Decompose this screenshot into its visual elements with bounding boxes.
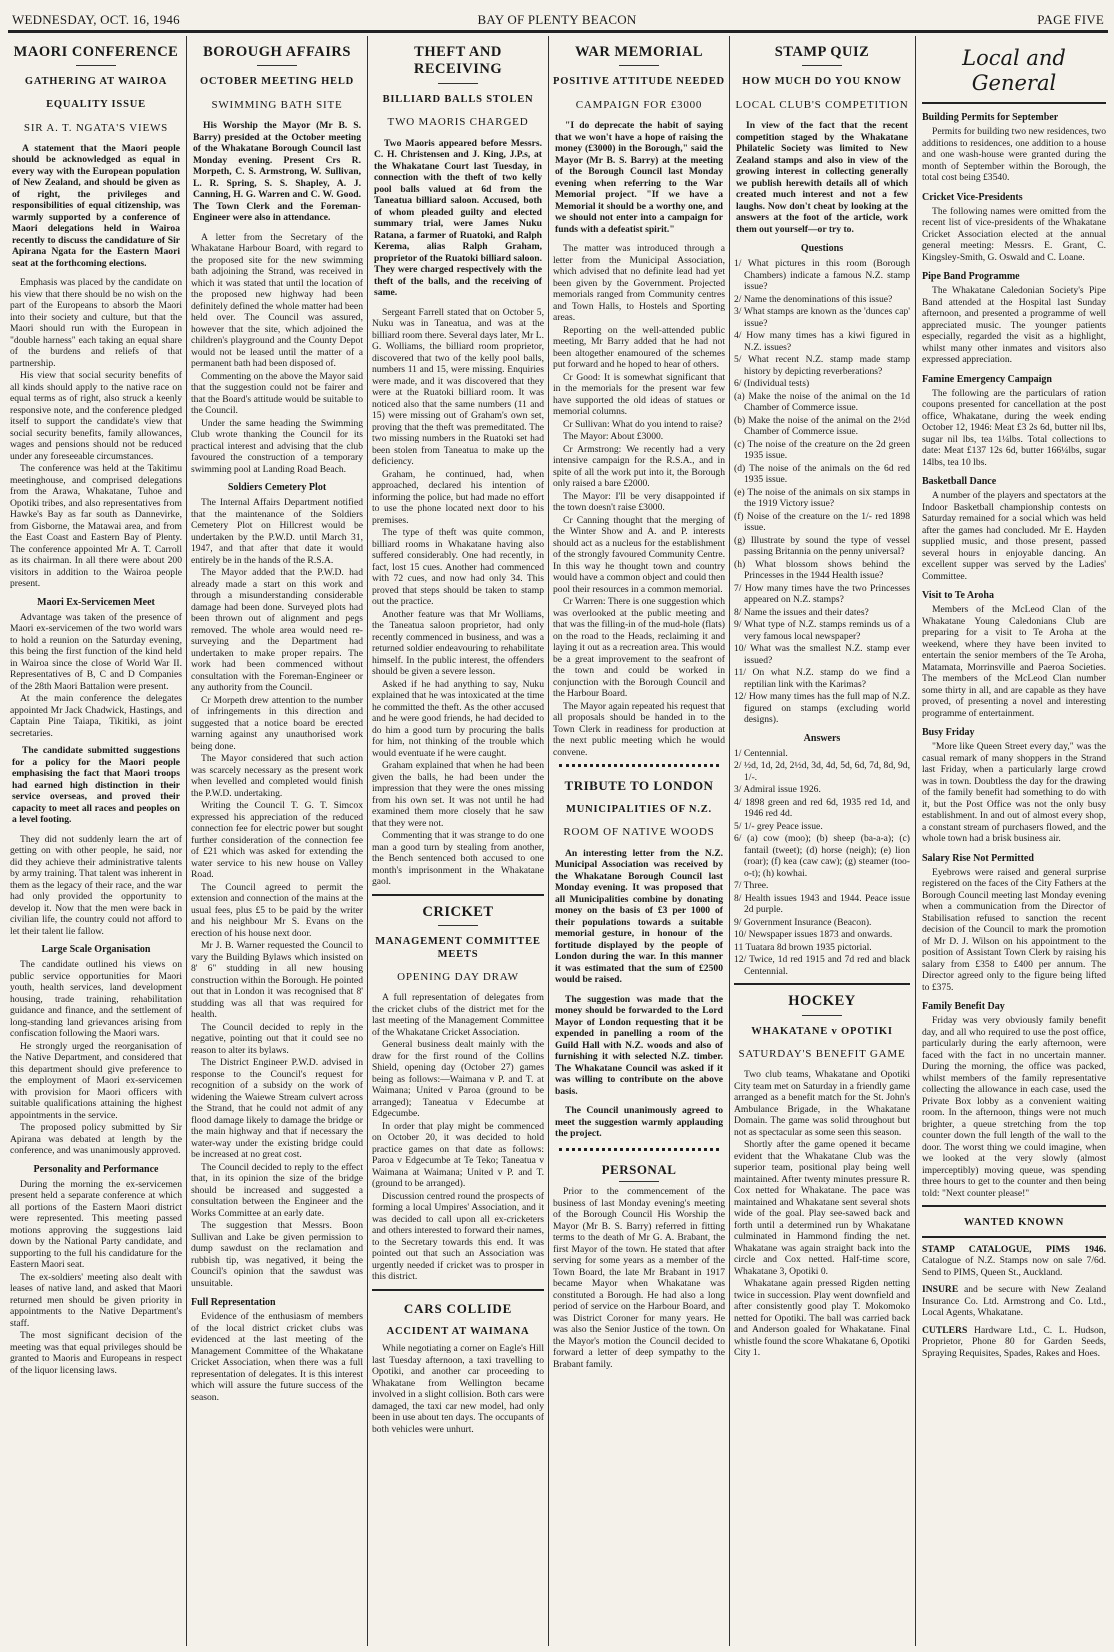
quiz-question: 4/ How many times has a kiwi figured in N.Z. issues?	[734, 330, 910, 353]
header-rule	[8, 30, 1108, 33]
divider	[619, 1181, 659, 1182]
paragraph: Graham explained that when he had been given the balls, he had been under the impression that they were the ones missing from his own set. It was not until he had examined them more closely that he saw that they were not.	[372, 760, 544, 829]
article-title: HOCKEY	[788, 993, 856, 1010]
article-subhead: CAMPAIGN FOR £3000	[575, 98, 703, 111]
divider	[372, 1289, 544, 1291]
section-heading: Salary Rise Not Permitted	[922, 852, 1034, 864]
article-title: THEFT AND RECEIVING	[413, 44, 503, 78]
quiz-question: 12/ How many times has the full map of N.Z. figured on stamps (excluding world designs).	[734, 691, 910, 726]
article-lead: In view of the fact that the recent competition staged by the Whakatane Philatelic Society was limited to New Zealand stamps and also in view of the growing interest in collecting generally we publish herewith details all of which created much interest and not a few laughs. Now don't cheat by looking at the answers at the foot of the article, work them out yourself—or try to.	[736, 120, 908, 235]
paragraph: Graham, he continued, had, when approached, declared his intention of informing the police, but had made no effort to use the phone located next door to his premises.	[372, 468, 544, 526]
column-rule	[367, 36, 368, 1646]
article-subhead: EQUALITY ISSUE	[46, 98, 146, 110]
divider	[372, 894, 544, 896]
paragraph: The Internal Affairs Department notified that the maintenance of the Soldiers Cemetery Plot on Hillcrest would be undertaken by the P.W.D. until March 31, 1947, and that after that date it would entirely be in the hands of the R.S.A.	[191, 497, 363, 566]
column-rule	[915, 36, 916, 1646]
quiz-answer: 7/ Three.	[734, 880, 769, 892]
paragraph: The Mayor: I'll be very disappointed if the town doesn't raise £3000.	[553, 490, 725, 514]
classified-ad: CUTLERS Hardware Ltd., C. L. Hudson, Proprietor, Phone 80 for Garden Seeds, Spraying Requisites, Spades, Rakes and Hoes.	[922, 1324, 1106, 1359]
quiz-answer: 11 Tuatara 8d brown 1935 pictorial.	[734, 941, 872, 953]
divider	[257, 65, 297, 66]
divider	[438, 925, 478, 926]
quiz-question: (g) Illustrate by sound the type of vessel passing Britannia on the penny universal?	[734, 534, 910, 558]
quiz-answer: 6/ (a) cow (moo); (b) sheep (ba-a-a); (c) fantail (tweet); (d) horse (neigh); (e) lion (roar); (f) kea (caw caw); (g) steamer (too-o-t); (h) kowhai.	[734, 833, 910, 879]
paragraph: Eyebrows were raised and general surprise registered on the faces of the City Fathers at the Borough Council meeting last Monday evening when a communication from the Director of Stabilisation refused to sanction the recent decision of the Council to mark the promotion of Mr D. J. Wilson on his appointment to the position of Assistant Town Clerk by raising his salary from £358 to £400 per annum. The Director agreed only to the figure being lifted to £375.	[922, 866, 1106, 993]
divider	[802, 65, 842, 66]
article-lead: The Council unanimously agreed to meet the suggestion warmly applauding the project.	[555, 1105, 723, 1140]
paragraph: The Mayor again repeated his request that all proposals should be handed in to the Town Clerk in readiness for production at the next public meeting which he would convene.	[553, 700, 725, 758]
classified-ad: STAMP CATALOGUE, PIMS 1946. Catalogue of N.Z. Stamps now on sale 7/6d. Send to PIMS, Queen St., Auckland.	[922, 1243, 1106, 1278]
paragraph: Whakatane again pressed Rigden netting twice in succession. Play went downfield and after consistently good play T. Mokomoko netted for Opotiki. The ball was carried back and Anderson goaled for Whakatane. Final whistle found the score Whakatane 6, Opotiki City 1.	[734, 1278, 910, 1359]
quiz-question: 1/ What pictures in this room (Borough Chambers) indicate a famous N.Z. stamp issue?	[734, 258, 910, 293]
quiz-answer: 1/ Centennial.	[734, 747, 788, 759]
paragraph: Under the same heading the Swimming Club wrote thanking the Council for its practical interest and advising that the club favoured the construction of a temporary swimming pool at Landing Road Beach.	[191, 417, 363, 475]
paragraph: Cr Sullivan: What do you intend to raise?	[563, 418, 723, 430]
masthead: BAY OF PLENTY BEACON	[477, 12, 637, 27]
article-subhead: POSITIVE ATTITUDE NEEDED	[553, 76, 725, 88]
column-borough-affairs	[191, 36, 363, 1646]
quiz-question: 9/ What type of N.Z. stamps reminds us of a very famous local newspaper?	[734, 619, 910, 642]
section-heading: Visit to Te Aroha	[922, 590, 994, 602]
paragraph: The suggestion that Messrs. Boon Sullivan and Lake be given permission to dump sawdust on the reclamation and rubbish tip, was negatived, it being the Council's opinion that the sawdust was unsuitable.	[191, 1220, 363, 1289]
article-subhead: GATHERING AT WAIROA	[24, 76, 168, 88]
header-date: WEDNESDAY, OCT. 16, 1946	[12, 12, 180, 27]
ornamental-divider	[559, 764, 719, 770]
quiz-question: (c) The noise of the creature on the 2d green 1935 issue.	[734, 438, 910, 462]
quiz-question: (h) What blossom shows behind the Princesses in the 1944 Health issue?	[734, 558, 910, 582]
paragraph: The Council agreed to permit the extension and connection of the mains at the usual fees, plus £5 to be paid by the writer and his neighbour Mr S. Evans on the erection of his house next door.	[191, 881, 363, 939]
column-war-memorial	[553, 36, 725, 1646]
paragraph: Permits for building two new residences, two additions to residences, one addition to a house and one wash-house were granted during the month of September within the Borough, the total cost being £3540.	[922, 126, 1106, 184]
quiz-question: (b) Make the noise of the animal on the 2½d Chamber of Commerce issue.	[734, 414, 910, 438]
page-number: PAGE FIVE	[1037, 12, 1104, 27]
quiz-answer: 5/ 1/- grey Peace issue.	[734, 820, 823, 832]
paragraph: Cr Armstrong: We recently had a very intensive campaign for the R.S.A., and in spite of all the work put into it, the Borough only raised a bare £2000.	[553, 443, 725, 490]
article-subhead: TWO MAORIS CHARGED	[387, 116, 529, 129]
paragraph: Discussion centred round the prospects of forming a local Umpires' Association, and it was decided to call upon all ex-cricketers and others interested to forward their names, to the Secretary towards this end. It was pointed out that such an Association was urgently needed if cricket was to prosper in this district.	[372, 1190, 544, 1283]
classifieds-heading: WANTED KNOWN	[963, 1217, 1065, 1229]
article-subhead: SIR A. T. NGATA'S VIEWS	[23, 121, 169, 134]
column-rule	[729, 36, 730, 1646]
paragraph: Commenting that it was strange to do one man a good turn by stealing from another, the Bench sentenced both accused to one month's imprisonment in the Whakatane gaol.	[372, 830, 544, 888]
article-title: CRICKET	[422, 903, 494, 920]
quiz-answer: 3/ Admiral issue 1926.	[734, 784, 821, 796]
paragraph: They did not suddenly learn the art of getting on with other people, he said, nor did they achieve their administrative talents by army training. That talent was inherent in them as the legacy of their race, and the war had only provided the opportunity to develop it. Now that the men were back in civilian life, the country could not afford to let their talent lie fallow.	[10, 833, 182, 937]
article-lead: His Worship the Mayor (Mr B. S. Barry) presided at the October meeting of the Whakatane Borough Council last Monday evening. Present Crs R. Morpeth, C. S. Armstrong, W. Sullivan, L. R. Spring, S. S. Shapley, A. J. Canning, H. G. Warren and C. W. Good. The Town Clerk and the Foreman-Engineer were also in attendance.	[193, 120, 361, 224]
paragraph: His view that social security benefits of all kinds should apply to the native race on equal terms as of right, also struck a keenly responsive note, and the conference pledged itself to support the candidate's view that social security benefits, family allowances, wages and pensions should not be reduced under any foreseeable circumstances.	[10, 370, 182, 462]
article-title: MAORI CONFERENCE	[13, 44, 179, 60]
quiz-answer: 8/ Health issues 1943 and 1944. Peace issue 2d purple.	[734, 892, 910, 916]
quiz-question: 11/ On what N.Z. stamp do we find a reptilian link with the Karimas?	[734, 667, 910, 690]
paragraph: The Mayor considered that such action was scarcely necessary as the present work when levelled and completed would finish the P.W.D. undertaking.	[191, 753, 363, 799]
paragraph: Shortly after the game opened it became evident that the Whakatane Club was the superior team, positional play being well maintained. After twenty minutes pressure R. Cox netted for Whakatane. The pace was maintained and Whakatane sent several shots wide of the goal. Play see-sawed back and forth until a determined run by Whakatane culminated in Hammond finding the net. Whakatane was again straight back into the circle and Cox netted. Half-time score, Whakatane 3, Opotiki 0.	[734, 1139, 910, 1277]
paragraph: The Mayor added that the P.W.D. had already made a start on this work and through a misunderstanding considerable damage had been done. Surveyed plots had been thrown out of alignment and pegs removed. The whole area would need re-surveying and the Department had undertaken to make proper repairs. The work had been commenced without consultation with the Foreman-Engineer or any authority from the Council.	[191, 567, 363, 694]
quiz-answer: 12/ Twice, 1d red 1915 and 7d red and black Centennial.	[734, 954, 910, 977]
article-lead: An interesting letter from the N.Z. Municipal Association was received by the Whakatane Borough Council last Monday evening. It was proposed that all Municipalities combine by donating money on the basis of £3 per 1000 of their populations towards a suitable memorial gesture, in honour of the fortitude displayed by the people of London during the war. In this manner it was estimated that the sum of £2500 would be raised.	[555, 847, 723, 986]
section-heading: Personality and Performance	[33, 1163, 159, 1175]
section-heading: Soldiers Cemetery Plot	[227, 482, 327, 494]
divider	[734, 983, 910, 985]
divider	[922, 102, 1106, 104]
article-title: WAR MEMORIAL	[574, 44, 704, 60]
paragraph: Cr Canning thought that the merging of the Winter Show and A. and P. interests should act as a nucleus for the establishment of the strongly favoured Community Centre. In this way he thought town and country would have a common object and could then pool their resources in a common memorial.	[553, 514, 725, 595]
divider	[76, 65, 116, 66]
paragraph: The most significant decision of the meeting was that equal privileges should be granted to Maoris and Europeans in respect of the liquor licensing laws.	[10, 1330, 182, 1376]
article-subhead: LOCAL CLUB'S COMPETITION	[735, 98, 909, 111]
quiz-answers	[734, 748, 910, 978]
paragraph: Writing the Council T. G. T. Simcox expressed his appreciation of the reduced connection fee for electric power but sought further consideration of the connection fee of £21 which was asked for extending the water service to his new house on Valley Road.	[191, 800, 363, 881]
article-subhead: SATURDAY'S BENEFIT GAME	[738, 1048, 906, 1061]
ornamental-divider	[559, 1148, 719, 1154]
section-heading: Cricket Vice-Presidents	[922, 191, 1023, 203]
quiz-answer: 2/ ½d, 1d, 2d, 2½d, 3d, 4d, 5d, 6d, 7d, 8d, 9d, 1/-.	[734, 760, 910, 783]
paragraph: The Mayor: About £3000.	[563, 431, 664, 443]
quiz-question: (e) The noise of the animals on six stamps in the 1919 Victory issue?	[734, 486, 910, 510]
paragraph: Prior to the commencement of the business of last Monday evening's meeting of the Borough Council His Worship the Mayor (Mr B. S. Barry) referred in fitting terms to the death of Mr G. A. Brabant, the first Mayor of the town. He stated that after serving for some years as a member of the Town Board, the late Mr Brabant in 1917 became Mayor when Whakatane was constituted a Borough. He had also a long period of service on the Harbour Board, and was District Coroner for many years. He was also the Senior Justice of the town. On the Mayor's motion the Council decided to forward a letter of deep sympathy to the Brabant family.	[553, 1186, 725, 1370]
quiz-question: 8/ Name the issues and their dates?	[734, 606, 869, 618]
paragraph: Asked if he had anything to say, Nuku explained that he was intoxicated at the time he committed the theft. As the other accused and he were good friends, he had decided to do him a good turn by procuring the balls for him, not thinking of the trouble which would eventuate if he were caught.	[372, 678, 544, 759]
paragraph: Sergeant Farrell stated that on October 5, Nuku was in Taneatua, and was at the billiard room there. Several days later, Mr L. G. Wolliams, the billiard room proprietor, discovered that two of the kelly pool balls, numbers 11 and 15, were missing. Enquiries were made, and it was discovered that they were at the Ruatoki billiard room. It was noticed also that the same numbers (11 and 15) were missing out of Graham's own set, proving that the theft was premeditated. The two missing numbers in the Ruatoki set had been stolen from Taneatua to make up the deficiency.	[372, 306, 544, 468]
section-heading: Questions	[800, 243, 844, 255]
quiz-answer: 4/ 1898 green and red 6d, 1935 red 1d, and 1946 red 4d.	[734, 796, 910, 820]
paragraph: A letter from the Secretary of the Whakatane Harbour Board, with regard to the proposed site for the new swimming bath adjoining the Strand, was received in which it was stated that until the location of the proposed new highway had been definitely defined the whole matter had been held over. The Council was assured, however that the site, which adjoined the children's playground and the County Depot would not be leased until the matter of a permanent bath had been disposed of.	[191, 231, 363, 370]
paragraph: "More like Queen Street every day," was the casual remark of many shoppers in the Strand last Friday, when a particularly large crowd was in town. Doubtless the day for the drawing of the family benefit had something to do with it, but the Post Office was not the only busy establishment. In and out of almost every shop, a constant stream of purchasers flowed, and the whole town had a brisk business air.	[922, 741, 1106, 845]
article-lead: A statement that the Maori people should be acknowledged as equal in every way with the European population of New Zealand, and should be given as of right, the privileges and responsibilities of equal citizenship, was warmly supported by a conference of Maori delegations held in Wairoa recently to discuss the candidature of Sir Apirana Ngata for the Eastern Maori seat at the forthcoming elections.	[12, 142, 180, 269]
paragraph: Evidence of the enthusiasm of members of the local district cricket clubs was evidenced at the last meeting of the Management Committee of the Whakatane Cricket Association, when there was a full representation of delegates. It is this interest which will assure the future success of the season.	[191, 1311, 363, 1403]
quiz-answer: 9/ Government Insurance (Beacon).	[734, 916, 872, 928]
quiz-answer: 10/ Newspaper issues 1873 and onwards.	[734, 929, 893, 941]
paragraph: A full representation of delegates from the cricket clubs of the district met for the last meeting of the Management Committee of the Whakatane Cricket Association.	[372, 992, 544, 1038]
quiz-question: (f) Noise of the creature on the 1/- red 1898 issue.	[734, 510, 910, 534]
section-heading: Large Scale Organisation	[41, 944, 151, 956]
paragraph: The District Engineer P.W.D. advised in response to the Council's request for recognition of a subsidy on the work of widening the Waiewe Stream culvert across the Strand, that he could not admit of any flood damage likely to damage the bridge or the main highway and that if necessary the water-way under the existing bridge could be increased at no great cost.	[191, 1057, 363, 1161]
article-lead: The candidate submitted suggestions for a policy for the Maori people emphasising the fact that Maori troops had earned high distinction in their service overseas, and proved their capacity to meet all races and peoples on a level footing.	[12, 745, 180, 826]
paragraph: The ex-soldiers' meeting also dealt with leases of native land, and asked that Maori returned men should be given priority in appointments to the Native Department's staff.	[10, 1271, 182, 1329]
article-subhead: MUNICIPALITIES OF N.Z.	[566, 803, 712, 815]
quiz-question: 7/ How many times have the two Princesses appeared on N.Z. stamps?	[734, 582, 910, 606]
classified-ad: INSURE and be secure with New Zealand Insurance Co. Ltd. Armstrong and Co. Ltd., Local Agents, Whakatane.	[922, 1284, 1106, 1319]
divider	[802, 1015, 842, 1016]
paragraph: During the morning the ex-servicemen present held a separate conference at which all portions of the Eastern Maori district were represented. This meeting passed motions approving the suggestions laid down by the National Party candidate, and supporting to the full his candidature for the Eastern Maori seat.	[10, 1178, 182, 1271]
quiz-question: 10/ What was the smallest N.Z. stamp ever issued?	[734, 643, 910, 666]
paragraph: The Whakatane Caledonian Society's Pipe Band attended at the Hospital last Sunday afternoon, and presented a programme of well appreciated music. The younger patients especially, regarded the visit as a highlight, whilst many other inmates and visitors also expressed appreciation.	[922, 285, 1106, 366]
paragraph: Advantage was taken of the presence of Maori ex-servicemen of the two world wars to hold a reunion on the Saturday evening, this being the first function of the kind held in Wairoa since the close of World War II. Representatives of B, C and D Companies of the 28th Maori Battalion were present.	[10, 611, 182, 692]
quiz-question: (d) The noise of the animals on the 6d red 1935 issue.	[734, 462, 910, 486]
paragraph: The following names were omitted from the recent list of vice-presidents of the Whakatane Cricket Association elected at the annual general meeting: Messrs. E. Grant, C. Kingsley-Smith, G. Oswald and C. Loane.	[922, 205, 1106, 263]
paragraph: The following are the particulars of ration coupons presented for cancellation at the post office, Whakatane, during the week ending October 12, 1946: Meat £3 2s 6d, butter nil lbs, sugar nil lbs, tea 1¼lbs. Total collections to date: Meat £137 12s 6d, butter 166¼lbs, sugar 14lbs, tea 10 lbs.	[922, 387, 1106, 468]
article-title: BOROUGH AFFAIRS	[203, 44, 351, 60]
section-heading: Building Permits for September	[922, 112, 1059, 124]
paragraph: Commenting on the above the Mayor said that the suggestion could not be fairer and that the Board's attitude would be suitable to the Council.	[191, 370, 363, 417]
section-heading: Full Representation	[191, 1297, 276, 1309]
paragraph: Friday was very obviously family benefit day, and all who required to use the post office, particularly during the early afternoon, were faced with the fact in no uncertain manner. During the morning, the office was packed, whilst members of the family representative collecting the allowance in each case, used the Private Box lobby as a convenient waiting room. In the afternoon, things were not much brighter, a queue stretching from the top counter down the full length of the wall to the door. The worst thing we could imagine, when we looked at the very slowly (almost imperceptibly) moving queue, was spending three hours to get to the counter and then being told: "Next counter please!"	[922, 1015, 1106, 1199]
section-heading: Basketball Dance	[922, 476, 997, 488]
divider	[619, 65, 659, 66]
article-lead: Two Maoris appeared before Messrs. C. H. Christensen and J. King, J.P.s, at the Whakatane Court last Tuesday, in connection with the theft of two kelly pool balls valued at 6d from the Taneatua billiard saloon. Accused, both of whom pleaded guilty and elected summary trial, were James Nuku Ratana, a farmer of Ruatoki, and Ralph Kerema, alias Ralph Graham, proprietor of the Ruatoki billiard saloon. They were charged respectively with the theft of the balls, and the receiving of same.	[374, 137, 542, 299]
article-title: TRIBUTE TO LONDON	[564, 778, 714, 794]
paragraph: The type of theft was quite common, billiard rooms in Whakatane having also suffered considerably. One had recently, in fact, lost 15 cues. Another had commenced with 72 cues, and now had only 34. This proved that steps should be taken to stamp out the practice.	[372, 527, 544, 608]
quiz-question: 3/ What stamps are known as the 'dunces cap' issue?	[734, 306, 910, 329]
quiz-question: 2/ Name the denominations of this issue?	[734, 293, 893, 305]
quiz-question: 5/ What recent N.Z. stamp made stamp history by depicting reverberations?	[734, 354, 910, 377]
paragraph: The Council decided to reply to the effect that, in its opinion the size of the bridge should be increased and suggested a consultation between the Engineer and the Works Committee at an early date.	[191, 1161, 363, 1219]
section-heading: Maori Ex-Servicemen Meet	[37, 596, 155, 608]
paragraph: At the main conference the delegates appointed Mr Jack Chadwick, Hastings, and Captain Pine Taiapa, Tikitiki, as joint secretaries.	[10, 693, 182, 739]
paragraph: Mr J. B. Warner requested the Council to vary the Building Bylaws which insisted on 8' 6" studding in all new housing construction within the Borough. He pointed out that in London it was recognised that 8' studding was all that was required for health.	[191, 940, 363, 1021]
section-heading: Busy Friday	[922, 727, 975, 739]
column-theft-receiving	[372, 36, 544, 1646]
paragraph: He strongly urged the reorganisation of the Native Department, and considered that this department should give preference to the employment of Maori ex-servicemen with provision for Maori officers with suitable qualifications attaining the highest appointments in the service.	[10, 1040, 182, 1121]
article-title: STAMP QUIZ	[774, 44, 870, 60]
paragraph: In order that play might be commenced on October 20, it was decided to hold practice games on that date as follows: Paroa v Edgecumbe at Te Teko; Taneatua v Waimana at Waimana; United v P. and T. (ground to be arranged).	[372, 1120, 544, 1190]
page-header	[0, 12, 1114, 32]
paragraph: The candidate outlined his views on public service opportunities for Maori youth, health services, land development housing, trade training, rehabilitation guidance and finance, and the settlement of long-standing land grievances arising from confiscation following the Maori wars.	[10, 959, 182, 1040]
column-local-general	[922, 36, 1106, 1646]
paragraph: Members of the McLeod Clan of the Whakatane Young Caledonians Club are preparing for a visit to Te Aroha at the weekend, where they have been invited to entertain the senior members of the Te Aroha, Matamata, Morrinsville and Paeroa Societies. The members of the McLeod Clan number some thirty in all, and are capable as they have proved, of presenting a novel and interesting programme of entertainment.	[922, 604, 1106, 719]
section-heading: Famine Emergency Campaign	[922, 373, 1052, 385]
article-subhead: OCTOBER MEETING HELD	[199, 76, 355, 88]
paragraph: Cr Warren: There is one suggestion which was overlooked at the public meeting and that was the filling-in of the mud-hole (flats) on the road to the Heads, reclaiming it and laying it out as a recreation area. This would be a great improvement to the seafront of the town and could be worked in conjunction with the Borough Council and the Harbour Board.	[553, 596, 725, 700]
article-subhead: HOW MUCH DO YOU KNOW	[742, 76, 902, 88]
divider	[922, 1236, 1106, 1238]
article-subhead: WHAKATANE v OPOTIKI	[751, 1025, 893, 1037]
paragraph: While negotiating a corner on Eagle's Hill last Tuesday afternoon, a taxi travelling to Opotiki, and another car proceeding to Whakatane from Wellington became involved in a slight collision. Both cars were damaged, the taxi car new model, had only been in use about ten days. The occupants of both vehicles were unhurt.	[372, 1343, 544, 1435]
paragraph: The matter was introduced through a letter from the Municipal Association, which advised that no definite lead had yet been given by the Government. Projected memorials ranged from Community centres and Town Halls, to Hostels and Sporting areas.	[553, 243, 725, 324]
paragraph: The conference was held at the Takitimu meetinghouse, and comprised delegations from the Arawa, Whakatane, Tuhoe and Opotiki tribes, and also representatives from Hawke's Bay as far south as Dannevirke, from Gisborne, the Matawai area, and from the East Coast and Eastern Bay of Plenty. The conference appointed Mr A. T. Carroll as its chairman. In all there were about 200 visitors in addition to the Wairoa people present.	[10, 463, 182, 590]
paragraph: Cr Good: It is somewhat significant that in the memorials for the present war few have supported the old ideas of statues or memorial columns.	[553, 371, 725, 418]
paragraph: Emphasis was placed by the candidate on his view that there should be no wish on the part of the Europeans to absorb the Maori into their society and culture, but that the Maori should run with the European in "double harness" each taking an equal share of the burdens and reliefs of that partnership.	[10, 277, 182, 369]
paragraph: A number of the players and spectators at the Indoor Basketball championship contests on Saturday remained for a social which was held after the games had concluded. Mr E. Hayden supplied music, and those present, passed several hours in enjoyable dancing. An excellent supper was served by the Ladies' Committee.	[922, 490, 1106, 582]
quiz-questions	[734, 258, 910, 726]
article-title: PERSONAL	[601, 1161, 677, 1177]
section-heading: Pipe Band Programme	[922, 271, 1020, 283]
article-subhead: OPENING DAY DRAW	[397, 971, 519, 984]
column-stamp-quiz	[734, 36, 910, 1646]
section-heading: Family Benefit Day	[922, 1001, 1005, 1013]
article-title: Local and General	[962, 46, 1066, 96]
column-rule	[186, 36, 187, 1646]
paragraph: General business dealt mainly with the draw for the first round of the Collins Shield, opening day (October 27) games being as follows:—Waimana v P. and T. at Waimana; United v Paroa (ground to be arranged); Taneatua v Edecumbe at Edgecumbe.	[372, 1039, 544, 1120]
quiz-question: (a) Make the noise of the animal on the 1d Chamber of Commerce issue.	[734, 390, 910, 414]
paragraph: Reporting on the well-attended public meeting, Mr Barry added that he had not been altogether enamoured of the schemes put forward and he hoped to hear of others.	[553, 324, 725, 371]
section-heading: Answers	[803, 732, 841, 744]
article-title: CARS COLLIDE	[403, 1300, 513, 1316]
column-rule	[548, 36, 549, 1646]
article-subhead: BILLIARD BALLS STOLEN	[382, 93, 534, 105]
divider	[922, 1205, 1106, 1207]
paragraph: Two club teams, Whakatane and Opotiki City team met on Saturday in a friendly game arranged as a benefit match for the St. John's Ambulance Brigade, in the Whakatane Domain. The game was solid throughout but not as spectacular as some seen this season.	[734, 1069, 910, 1138]
article-lead: "I do deprecate the habit of saying that we won't have a hope of raising the money (£3000) in the Borough," said the Mayor (Mr B. S. Barry) at the meeting of the Borough Council last Monday evening when referring to the War Memorial project. "If we have a Memorial it should be a worthy one, and we should not enter into a campaign for funds with a defeatist spirit."	[555, 120, 723, 235]
divider	[438, 83, 478, 84]
paragraph: The proposed policy submitted by Sir Apirana was debated at length by the conference, and was unanimously approved.	[10, 1122, 182, 1157]
article-subhead: ROOM OF NATIVE WOODS	[563, 826, 715, 839]
column-maori-conference	[10, 36, 182, 1646]
article-subhead: ACCIDENT AT WAIMANA	[386, 1326, 530, 1338]
quiz-question: 6/ (Individual tests)	[734, 378, 810, 390]
article-lead: The suggestion was made that the money should be forwarded to the Lord Mayor of London requesting that it be expended in panelling a room of the Guild Hall with N.Z. woods and also of furnishing it with selected N.Z. timber. The Whakatane Council was asked if it was willing to contribute on the above basis.	[555, 993, 723, 1097]
article-subhead: SWIMMING BATH SITE	[211, 98, 343, 111]
paragraph: Another feature was that Mr Wolliams, the Taneatua saloon proprietor, had only recently commenced in business, and was a returned soldier endeavouring to rehabilitate himself. In the public interest, the offenders should be given a severe lesson.	[372, 608, 544, 678]
paragraph: The Council decided to reply in the negative, pointing out that it could see no reason to alter its bylaws.	[191, 1021, 363, 1056]
paragraph: Cr Morpeth drew attention to the number of infringements in this direction and suggested that a notice board be erected warning against any unauthorised work being done.	[191, 694, 363, 752]
article-subhead: MANAGEMENT COMMITTEE MEETS	[375, 935, 541, 960]
